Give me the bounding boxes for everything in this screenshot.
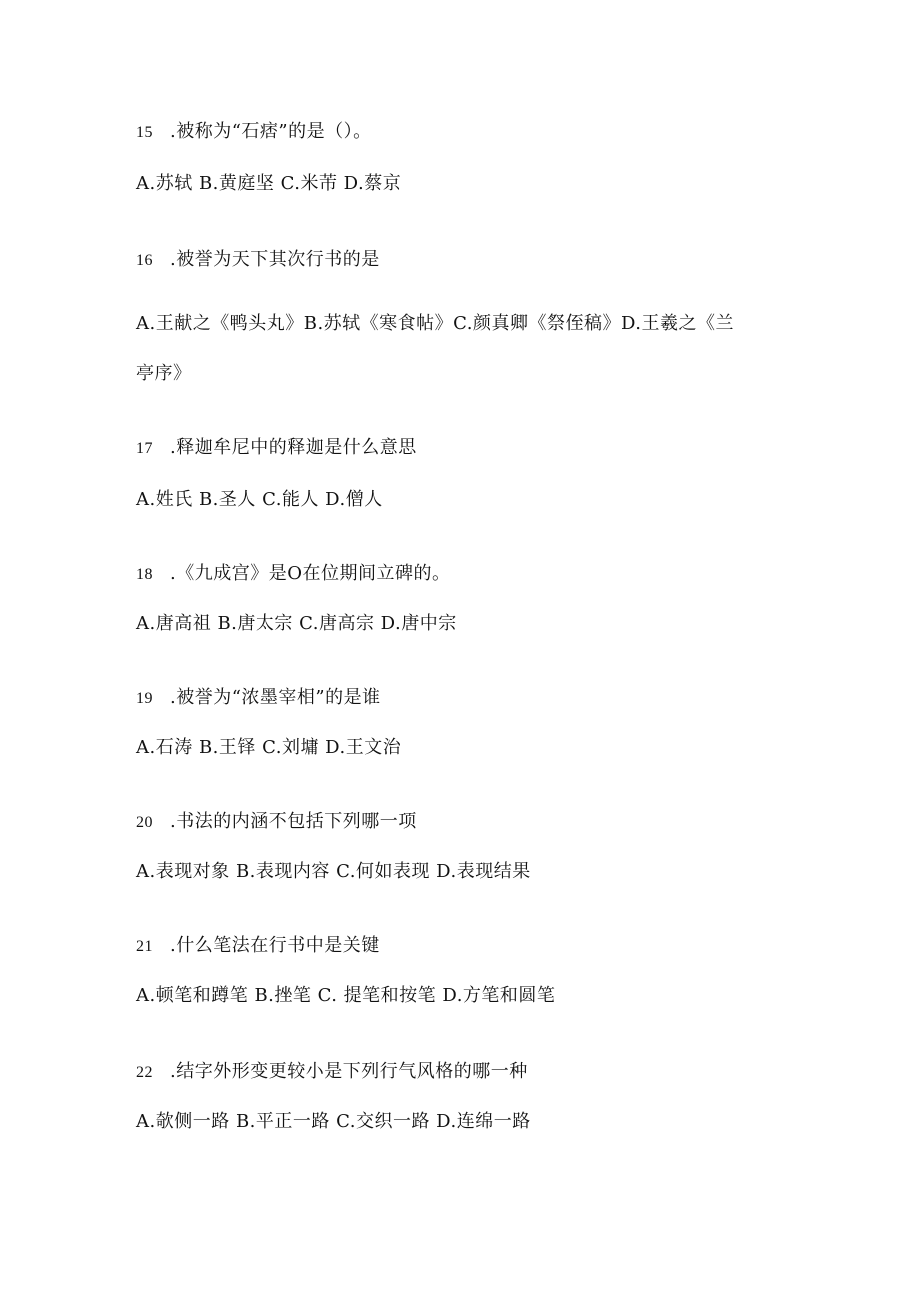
question-15 bbox=[136, 120, 372, 145]
question-number: 20 bbox=[136, 814, 153, 831]
question-21 bbox=[136, 934, 380, 959]
question-number: 16 bbox=[136, 252, 153, 269]
question-number: 21 bbox=[136, 938, 153, 955]
question-text: .什么笔法在行书中是关键 bbox=[170, 935, 380, 956]
question-17 bbox=[136, 436, 417, 461]
question-number: 18 bbox=[136, 566, 153, 583]
question-18 bbox=[136, 562, 450, 587]
question-22 bbox=[136, 1060, 528, 1085]
question-22-options: A.欹侧一路 B.平正一路 C.交织一路 D.连绵一路 bbox=[136, 1111, 531, 1132]
question-text: .《九成宫》是O在位期间立碑的。 bbox=[170, 563, 451, 584]
question-16-options-continued: 亭序》 bbox=[136, 363, 192, 384]
question-text: .结字外形变更较小是下列行气风格的哪一种 bbox=[170, 1061, 528, 1082]
question-20-options: A.表现对象 B.表现内容 C.何如表现 D.表现结果 bbox=[136, 861, 531, 882]
question-20 bbox=[136, 810, 417, 835]
question-16-options: A.王献之《鸭头丸》B.苏轼《寒食帖》C.颜真卿《祭侄稿》D.王羲之《兰 bbox=[136, 313, 735, 334]
question-15-options: A.苏轼 B.黄庭坚 C.米芾 D.蔡京 bbox=[136, 173, 402, 194]
question-number: 17 bbox=[136, 440, 153, 457]
question-number: 22 bbox=[136, 1064, 153, 1081]
question-number: 15 bbox=[136, 124, 153, 141]
question-16 bbox=[136, 248, 380, 273]
question-text: .被誉为“浓墨宰相”的是谁 bbox=[170, 687, 381, 708]
question-18-options: A.唐高祖 B.唐太宗 C.唐高宗 D.唐中宗 bbox=[136, 613, 457, 634]
question-21-options: A.顿笔和蹲笔 B.挫笔 C. 提笔和按笔 D.方笔和圆笔 bbox=[136, 985, 556, 1006]
question-17-options: A.姓氏 B.圣人 C.能人 D.僧人 bbox=[136, 489, 383, 510]
question-text: .书法的内涵不包括下列哪一项 bbox=[170, 811, 417, 832]
question-text: .被誉为天下其次行书的是 bbox=[170, 249, 380, 270]
question-text: .释迦牟尼中的释迦是什么意思 bbox=[170, 437, 417, 458]
question-19-options: A.石涛 B.王铎 C.刘墉 D.王文治 bbox=[136, 737, 402, 758]
question-text: .被称为“石痞”的是（）。 bbox=[170, 121, 372, 142]
question-number: 19 bbox=[136, 690, 153, 707]
question-19 bbox=[136, 686, 381, 711]
